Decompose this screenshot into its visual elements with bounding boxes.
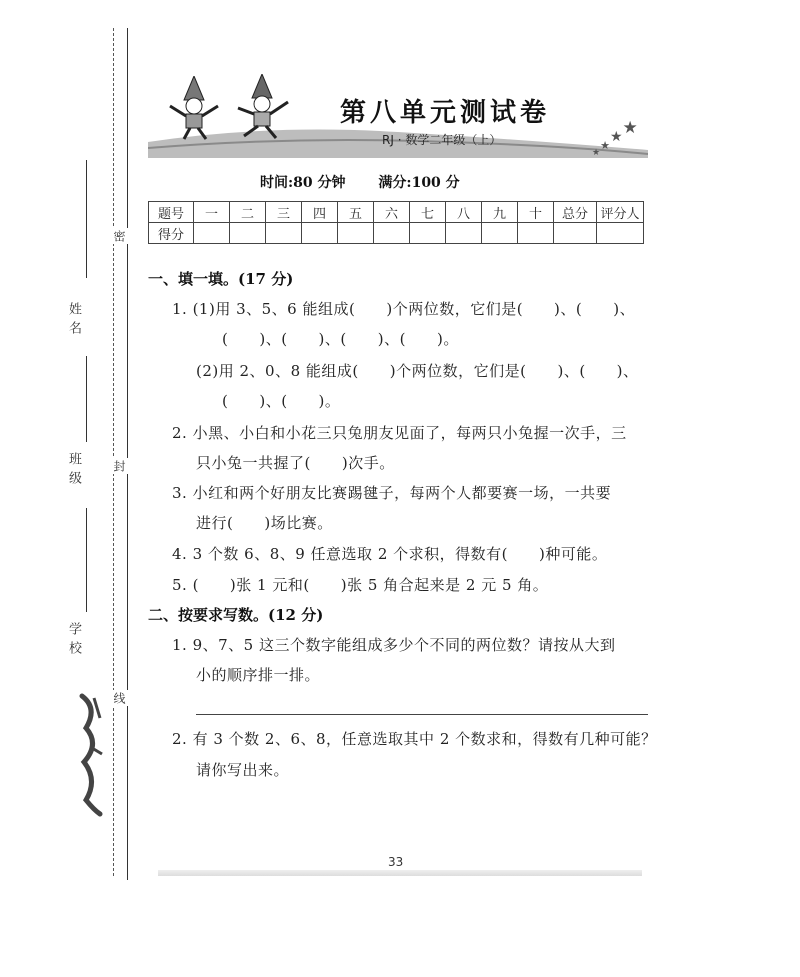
question-line: 进行( )场比赛。 <box>196 514 333 532</box>
seal-xian: 线 <box>112 692 126 704</box>
score-table-col: 五 <box>338 202 374 223</box>
score-cell[interactable] <box>302 223 338 244</box>
score-table-col: 八 <box>446 202 482 223</box>
decorative-stars: $_{★★}$★★ <box>592 118 638 158</box>
question-line: 1. (1)用 3、5、6 能组成( )个两位数，它们是( )、( )、 <box>172 300 636 318</box>
score-cell[interactable] <box>194 223 230 244</box>
class-field-line[interactable] <box>86 356 87 442</box>
section-2-title: 二、按要求写数。(12 分) <box>148 606 324 624</box>
score-table-col: 四 <box>302 202 338 223</box>
score-cell[interactable] <box>554 223 597 244</box>
name-field-line[interactable] <box>86 160 87 278</box>
question-line: 1. 9、7、5 这三个数字能组成多少个不同的两位数？请按从大到 <box>172 636 616 654</box>
seal-feng: 封 <box>112 460 126 472</box>
name-label: 姓名 <box>66 302 81 340</box>
score-cell[interactable] <box>446 223 482 244</box>
page-number: 33 <box>388 855 404 869</box>
score-cell[interactable] <box>374 223 410 244</box>
binding-dash-line <box>113 28 114 876</box>
score-table <box>148 201 644 244</box>
question-line: 4. 3 个数 6、8、9 任意选取 2 个求积，得数有( )种可能。 <box>172 545 608 563</box>
question-line: 2. 小黑、小白和小花三只兔朋友见面了，每两只小兔握一次手，三 <box>172 424 627 442</box>
question-line: ( )、( )。 <box>222 392 341 410</box>
question-line: 小的顺序排一排。 <box>196 666 321 684</box>
score-cell[interactable] <box>266 223 302 244</box>
score-table-col: 十 <box>518 202 554 223</box>
time-limit: 时间:80 分钟 <box>260 175 346 191</box>
cartoon-figure-right <box>232 74 292 144</box>
score-table-col: 六 <box>374 202 410 223</box>
question-line: 只小兔一共握了( )次手。 <box>196 454 395 472</box>
score-table-col: 一 <box>194 202 230 223</box>
page-subtitle: RJ · 数学二年级（上） <box>382 133 502 147</box>
section-1-title: 一、填一填。(17 分) <box>148 270 294 288</box>
answer-line[interactable] <box>196 714 648 715</box>
school-label: 学校 <box>66 622 81 660</box>
school-field-line[interactable] <box>86 508 87 612</box>
seal-mi: 密 <box>112 230 126 242</box>
cartoon-figure-left <box>166 76 222 144</box>
question-line: (2)用 2、0、8 能组成( )个两位数，它们是( )、( )、 <box>196 362 639 380</box>
score-cell[interactable] <box>597 223 644 244</box>
score-table-col: 七 <box>410 202 446 223</box>
score-cell[interactable] <box>230 223 266 244</box>
footer-decoration <box>158 870 642 876</box>
question-line: 3. 小红和两个好朋友比赛踢毽子，每两个人都要赛一场，一共要 <box>172 484 612 502</box>
score-table-col: 总分 <box>554 202 597 223</box>
question-line: 请你写出来。 <box>196 761 290 779</box>
score-cell[interactable] <box>338 223 374 244</box>
binding-solid-line <box>127 28 128 880</box>
score-table-col: 九 <box>482 202 518 223</box>
score-table-col: 二 <box>230 202 266 223</box>
score-table-score-row <box>149 223 644 244</box>
score-cell[interactable] <box>518 223 554 244</box>
score-cell[interactable] <box>410 223 446 244</box>
question-line: ( )、( )、( )、( )。 <box>222 330 459 348</box>
brand-logo <box>76 688 106 818</box>
score-table-col: 评分人 <box>597 202 644 223</box>
score-cell[interactable] <box>482 223 518 244</box>
question-line: 5. ( )张 1 元和( )张 5 角合起来是 2 元 5 角。 <box>172 576 549 594</box>
score-table-row-label: 得分 <box>149 223 194 244</box>
score-table-row-label: 题号 <box>149 202 194 223</box>
score-table-col: 三 <box>266 202 302 223</box>
page-title: 第八单元测试卷 <box>340 98 551 128</box>
full-score: 满分:100 分 <box>378 175 460 191</box>
score-table-header-row <box>149 202 644 223</box>
class-label: 班级 <box>66 452 81 490</box>
question-line: 2. 有 3 个数 2、6、8，任意选取其中 2 个数求和，得数有几种可能？ <box>172 730 657 748</box>
exam-info <box>260 172 488 192</box>
